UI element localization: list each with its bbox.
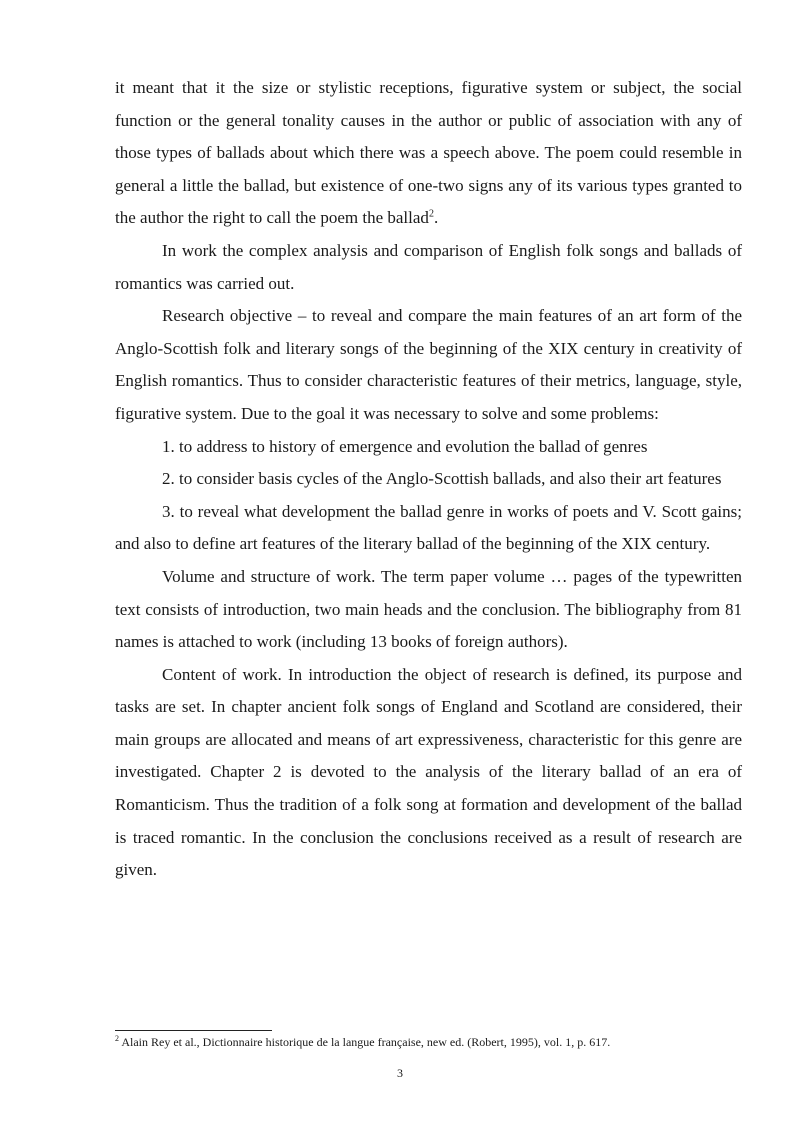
list-item-3: 3. to reveal what development the ballad genre in works of poets and V. Scott gains; and also to define art features of the literary ballad of the beginning of the XIX century. xyxy=(115,501,742,554)
paragraph-volume: Volume and structure of work. The term paper volume … pages of the typewritten text consists of introduction, two main heads and the conclusion. The bibliography from 81 names is attached to work (including 13 books of foreign authors). xyxy=(115,566,742,652)
paragraph-objective: Research objective – to reveal and compare the main features of an art form of the Anglo-Scottish folk and literary songs of the beginning of the XIX century in creativity of English romantics. Thus to consider characteristic features of their metrics, language, style, figurative system. Due to the goal it was necessary to solve and some problems: xyxy=(115,306,742,423)
footnote-text: Alain Rey et al., Dictionnaire historique de la langue française, new ed. (Robert, 1995), vol. 1, p. 617. xyxy=(119,1035,611,1049)
list-item-2: 2. to consider basis cycles of the Anglo-Scottish ballads, and also their art features xyxy=(162,469,722,489)
paragraph-tail: . xyxy=(433,208,439,228)
body-text xyxy=(115,72,742,887)
paragraph-content: Content of work. In introduction the object of research is defined, its purpose and tasks are set. In chapter ancient folk songs of England and Scotland are considered, their main groups are allocated and means of art expressiveness, characteristic for this genre are investigated. Chapter 2 is devoted to the analysis of the literary ballad of an era of Romanticism. Thus the tradition of a folk song at formation and development of the ballad is traced romantic. In the conclusion the conclusions received as a result of research are given. xyxy=(115,664,742,880)
footnote-separator xyxy=(115,1030,272,1031)
footnote xyxy=(115,1034,755,1050)
footnote-reference: 2 xyxy=(428,208,434,220)
footnote-mark: 2 xyxy=(115,1034,119,1043)
page-number: 3 xyxy=(397,1066,403,1080)
paragraph-analysis: In work the complex analysis and comparison of English folk songs and ballads of romantics was carried out. xyxy=(115,240,742,293)
list-item-1: 1. to address to history of emergence and evolution the ballad of genres xyxy=(162,436,648,456)
paragraph-text: it meant that it the size or stylistic receptions, figurative system or subject, the social function or the general tonality causes in the author or public of association with any of those types of ballads about which there was a speech above. The poem could resemble in general a little the ballad, but existence of one-two signs any of its various types granted to the author the right to call the poem the ballad xyxy=(115,78,742,228)
paragraph-continuation xyxy=(115,72,742,235)
